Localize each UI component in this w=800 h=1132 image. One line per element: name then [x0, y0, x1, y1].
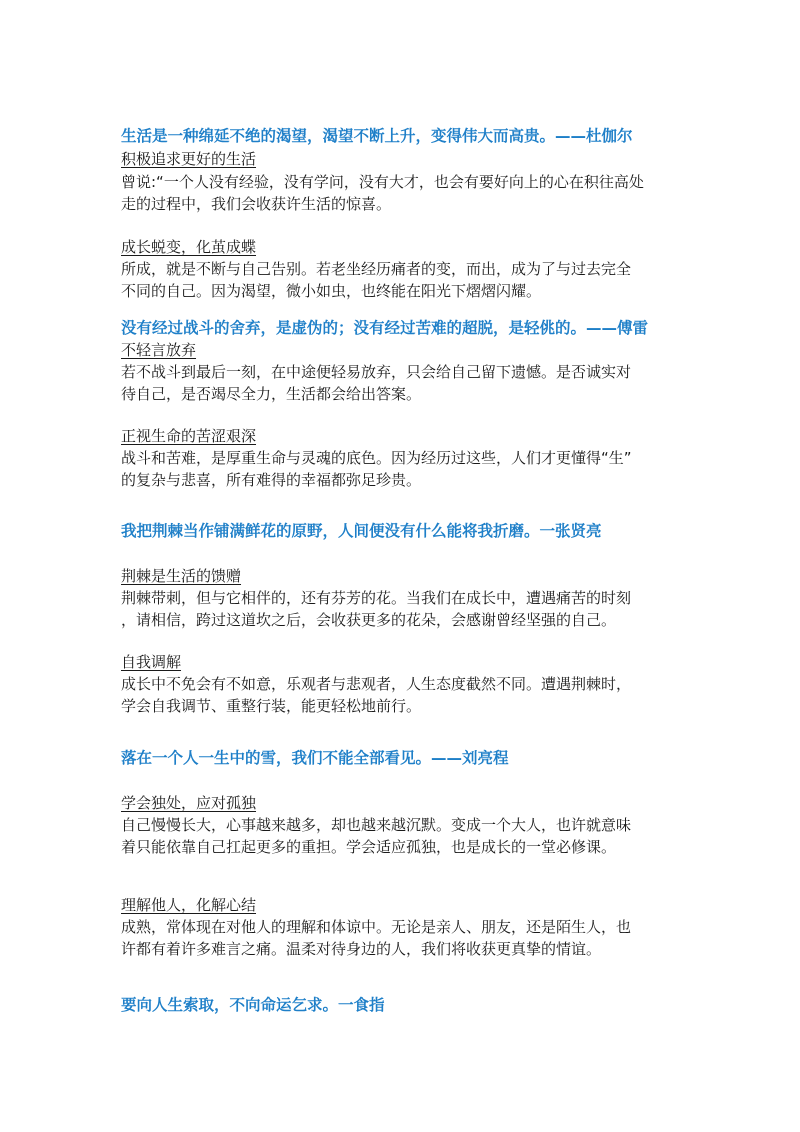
- paragraph-line: 所成，就是不断与自己告别。若老坐经历痛者的变，而出，成为了与过去完全: [121, 260, 632, 278]
- subheading: 成长蜕变，化茧成蝶: [121, 238, 257, 256]
- paragraph-line: 不同的自己。因为渴望，微小如虫，也终能在阳光下熠熠闪耀。: [121, 282, 542, 300]
- paragraph-line: 曾说:“一个人没有经验，没有学问，没有大才，也会有要好向上的心在积往高处: [121, 173, 644, 191]
- paragraph-line: 许都有着许多难言之痛。温柔对待身边的人，我们将收获更真挚的情谊。: [121, 940, 602, 958]
- paragraph-line: 走的过程中，我们会收获许生活的惊喜。: [121, 195, 392, 213]
- subheading: 积极追求更好的生活: [121, 150, 257, 168]
- subheading: 不轻言放弃: [121, 341, 197, 359]
- subheading: 荆棘是生活的馈赠: [121, 567, 242, 585]
- subheading: 自我调解: [121, 653, 182, 671]
- paragraph-line: 成熟，常体现在对他人的理解和体谅中。无论是亲人、朋友，还是陌生人，也: [121, 918, 632, 936]
- quote-heading: 我把荆棘当作铺满鲜花的原野，人间便没有什么能将我折磨。一张贤亮: [121, 522, 602, 540]
- quote-heading: 没有经过战斗的舍弃，是虚伪的；没有经过苦难的超脱，是轻佻的。——傅雷: [121, 319, 649, 337]
- subheading: 理解他人，化解心结: [121, 896, 257, 914]
- subheading: 正视生命的苦涩艰深: [121, 427, 257, 445]
- paragraph-line: 战斗和苦难，是厚重生命与灵魂的底色。因为经历过这些，人们才更懂得“生”: [121, 449, 632, 467]
- quote-heading: 生活是一种绵延不绝的渴望，渴望不断上升，变得伟大而高贵。——杜伽尔: [121, 127, 633, 145]
- paragraph-line: 学会自我调节、重整行装，能更轻松地前行。: [121, 697, 422, 715]
- paragraph-line: 若不战斗到最后一刻，在中途便轻易放弃，只会给自己留下遗憾。是否诚实对: [121, 363, 632, 381]
- subheading: 学会独处，应对孤独: [121, 794, 257, 812]
- paragraph-line: 荆棘带刺，但与它相伴的，还有芬芳的花。当我们在成长中，遭遇痛苦的时刻: [121, 589, 632, 607]
- paragraph-line: 的复杂与悲喜，所有难得的幸福都弥足珍贵。: [121, 471, 422, 489]
- quote-heading: 要向人生索取，不向命运乞求。一食指: [121, 996, 385, 1014]
- paragraph-line: ，请相信，跨过这道坎之后，会收获更多的花朵，会感谢曾经坚强的自己。: [121, 611, 617, 629]
- paragraph-line: 待自己，是否竭尽全力，生活都会给出答案。: [121, 385, 422, 403]
- paragraph-line: 成长中不免会有不如意，乐观者与悲观者，人生态度截然不同。遭遇荆棘时，: [121, 675, 632, 693]
- paragraph-line: 着只能依靠自己扛起更多的重担。学会适应孤独，也是成长的一堂必修课。: [121, 838, 617, 856]
- quote-heading: 落在一个人一生中的雪，我们不能全部看见。——刘亮程: [121, 749, 509, 767]
- paragraph-line: 自己慢慢长大，心事越来越多，却也越来越沉默。变成一个大人，也许就意味: [121, 816, 632, 834]
